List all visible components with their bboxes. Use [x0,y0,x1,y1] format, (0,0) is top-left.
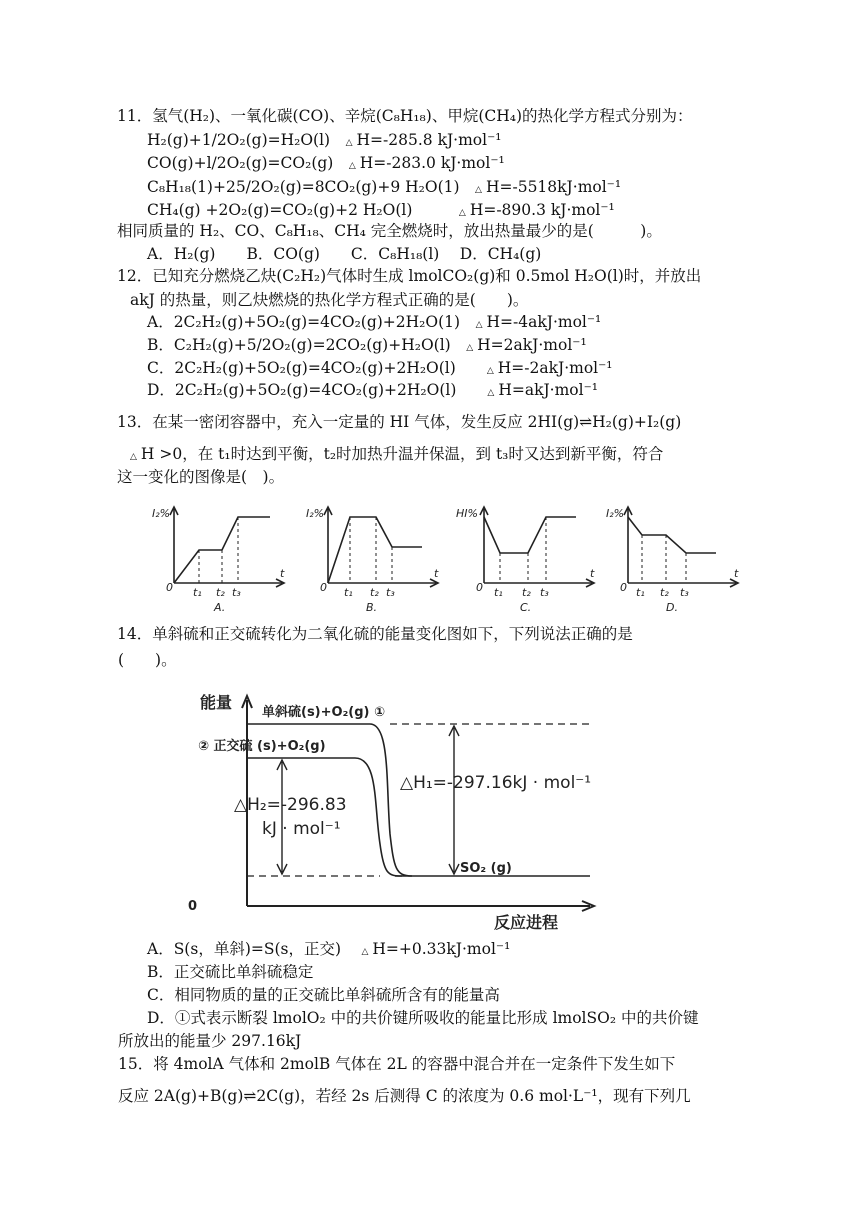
graph-c-origin: 0 [476,581,483,594]
graph-d-ylabel: I₂% [606,507,625,520]
graph-d-t1: t₁ [636,586,645,599]
q12-option-d: D．2C₂H₂(g)+5O₂(g)=4CO₂(g)+2H₂O(l) △ H=akJ·mol⁻¹ [147,381,598,399]
graph-b-t: t [434,567,439,580]
q15-stem-line2: 反应 2A(g)+B(g)⇌2C(g)，若经 2s 后测得 C 的浓度为 0.6 mol·L⁻¹，现有下列几 [118,1087,691,1105]
graph-b [324,507,438,587]
q13-stem-line3: 这一变化的图像是( )。 [117,468,285,486]
graph-c-t1: t₁ [494,586,503,599]
q14-option-d-line2: 所放出的能量少 297.16kJ [118,1032,302,1050]
q12-option-a: A．2C₂H₂(g)+5O₂(g)=4CO₂(g)+2H₂O(1) △ H=-4akJ·mol⁻¹ [147,313,602,331]
graph-b-origin: 0 [320,581,327,594]
q11-question: 相同质量的 H₂、CO、C₈H₁₈、CH₄ 完全燃烧时，放出热量最少的是( )。 [117,222,662,240]
graph-c-t3: t₃ [540,586,549,599]
graph-b-curve [328,517,422,583]
graph-d-t2: t₂ [660,586,669,599]
q13-stem-line2: △ H >0，在 t₁时达到平衡，t₂时加热升温并保温，到 t₃时又达到新平衡，符合 [130,445,664,463]
q11-eq1: H₂(g)+1/2O₂(g)=H₂O(l) △ H=-285.8 kJ·mol⁻¹ [147,131,502,149]
q11-eq3: C₈H₁₈(1)+25/2O₂(g)=8CO₂(g)+9 H₂O(1) △ H=-5518kJ·mol⁻¹ [147,178,622,196]
graph-a-t3: t₃ [232,586,241,599]
q13-stem-line1: 13．在某一密闭容器中，充入一定量的 HI 气体，发生反应 2HI(g)⇌H₂(g)+I₂(g) [117,413,682,431]
graph-c-t: t [590,567,595,580]
graph-d-t: t [734,567,739,580]
graph-d [624,507,738,587]
graph-c [480,507,594,587]
graph-a-origin: 0 [166,581,173,594]
q15-stem-line1: 15．将 4molA 气体和 2molB 气体在 2L 的容器中混合并在一定条件下发生如下 [118,1055,676,1073]
q11-eq2: CO(g)+l/2O₂(g)=CO₂(g) △ H=-283.0 kJ·mol⁻¹ [147,154,505,172]
q11-stem: 11．氢气(H₂)、一氧化碳(CO)、辛烷(C₈H₁₈)、甲烷(CH₄)的热化学方程式分别为： [117,107,693,125]
q11-options: A．H₂(g) B．CO(g) C．C₈H₁₈(l) D．CH₄(g) [147,245,542,263]
graph-b-t1: t₁ [344,586,353,599]
q14-energy-diagram [190,684,630,934]
q14-option-a: A．S(s，单斜)=S(s，正交) △ H=+0.33kJ·mol⁻¹ [147,940,511,958]
graph-d-caption: D. [666,601,678,614]
q14-option-b: B．正交硫比单斜硫稳定 [147,963,314,981]
delta-h2-label: △H₂=-296.83 [234,795,347,815]
delta-h2-unit: kJ · mol⁻¹ [262,819,341,839]
diagram-origin: 0 [188,899,198,914]
rhombic-label: ② 正交硫 (s)+O₂(g) [198,739,326,754]
monoclinic-label: 单斜硫(s)+O₂(g) ① [262,705,385,720]
graph-d-t3: t₃ [680,586,689,599]
graph-b-t3: t₃ [386,586,395,599]
graph-d-origin: 0 [620,581,627,594]
graph-c-curve [484,517,576,553]
q14-stem-line1: 14．单斜硫和正交硫转化为二氧化硫的能量变化图如下，下列说法正确的是 [117,625,633,643]
q14-option-c: C．相同物质的量的正交硫比单斜硫所含有的能量高 [147,986,500,1004]
graph-a-ylabel: I₂% [152,507,171,520]
graph-a-t: t [280,567,285,580]
graph-b-ylabel: I₂% [306,507,325,520]
so2-label: SO₂ (g) [460,861,512,876]
q11-eq4: CH₄(g) +2O₂(g)=CO₂(g)+2 H₂O(l) △ H=-890.3 kJ·mol⁻¹ [147,201,615,219]
q14-stem-line2: ( )。 [118,651,177,669]
graph-b-caption: B. [366,601,378,614]
curve-2 [355,758,402,876]
q12-option-b: B．C₂H₂(g)+5/2O₂(g)=2CO₂(g)+H₂O(l) △ H=2akJ·mol⁻¹ [147,336,587,354]
delta-h1-label: △H₁=-297.16kJ · mol⁻¹ [400,773,592,793]
graph-a-t2: t₂ [216,586,225,599]
energy-axis-label: 能量 [200,693,233,712]
graph-a-t1: t₁ [193,586,202,599]
reaction-axis-label: 反应进程 [494,913,559,932]
graph-c-t2: t₂ [522,586,531,599]
q12-option-c: C．2C₂H₂(g)+5O₂(g)=4CO₂(g)+2H₂O(l) △ H=-2akJ·mol⁻¹ [147,359,613,377]
graph-a-caption: A. [214,601,226,614]
q12-stem-line2: akJ 的热量，则乙炔燃烧的热化学方程式正确的是( )。 [130,291,529,309]
graph-c-caption: C. [520,601,532,614]
graph-b-t2: t₂ [370,586,379,599]
graph-d-curve [628,517,716,553]
q13-graphs [130,495,750,615]
graph-a [170,507,284,587]
q12-stem-line1: 12．已知充分燃烧乙炔(C₂H₂)气体时生成 lmolCO₂(g)和 0.5mol H₂O(l)时，并放出 [117,267,702,285]
q14-option-d-line1: D．①式表示断裂 lmolO₂ 中的共价键所吸收的能量比形成 lmolSO₂ 中的共价键 [147,1009,699,1027]
graph-c-ylabel: HI% [456,507,478,520]
